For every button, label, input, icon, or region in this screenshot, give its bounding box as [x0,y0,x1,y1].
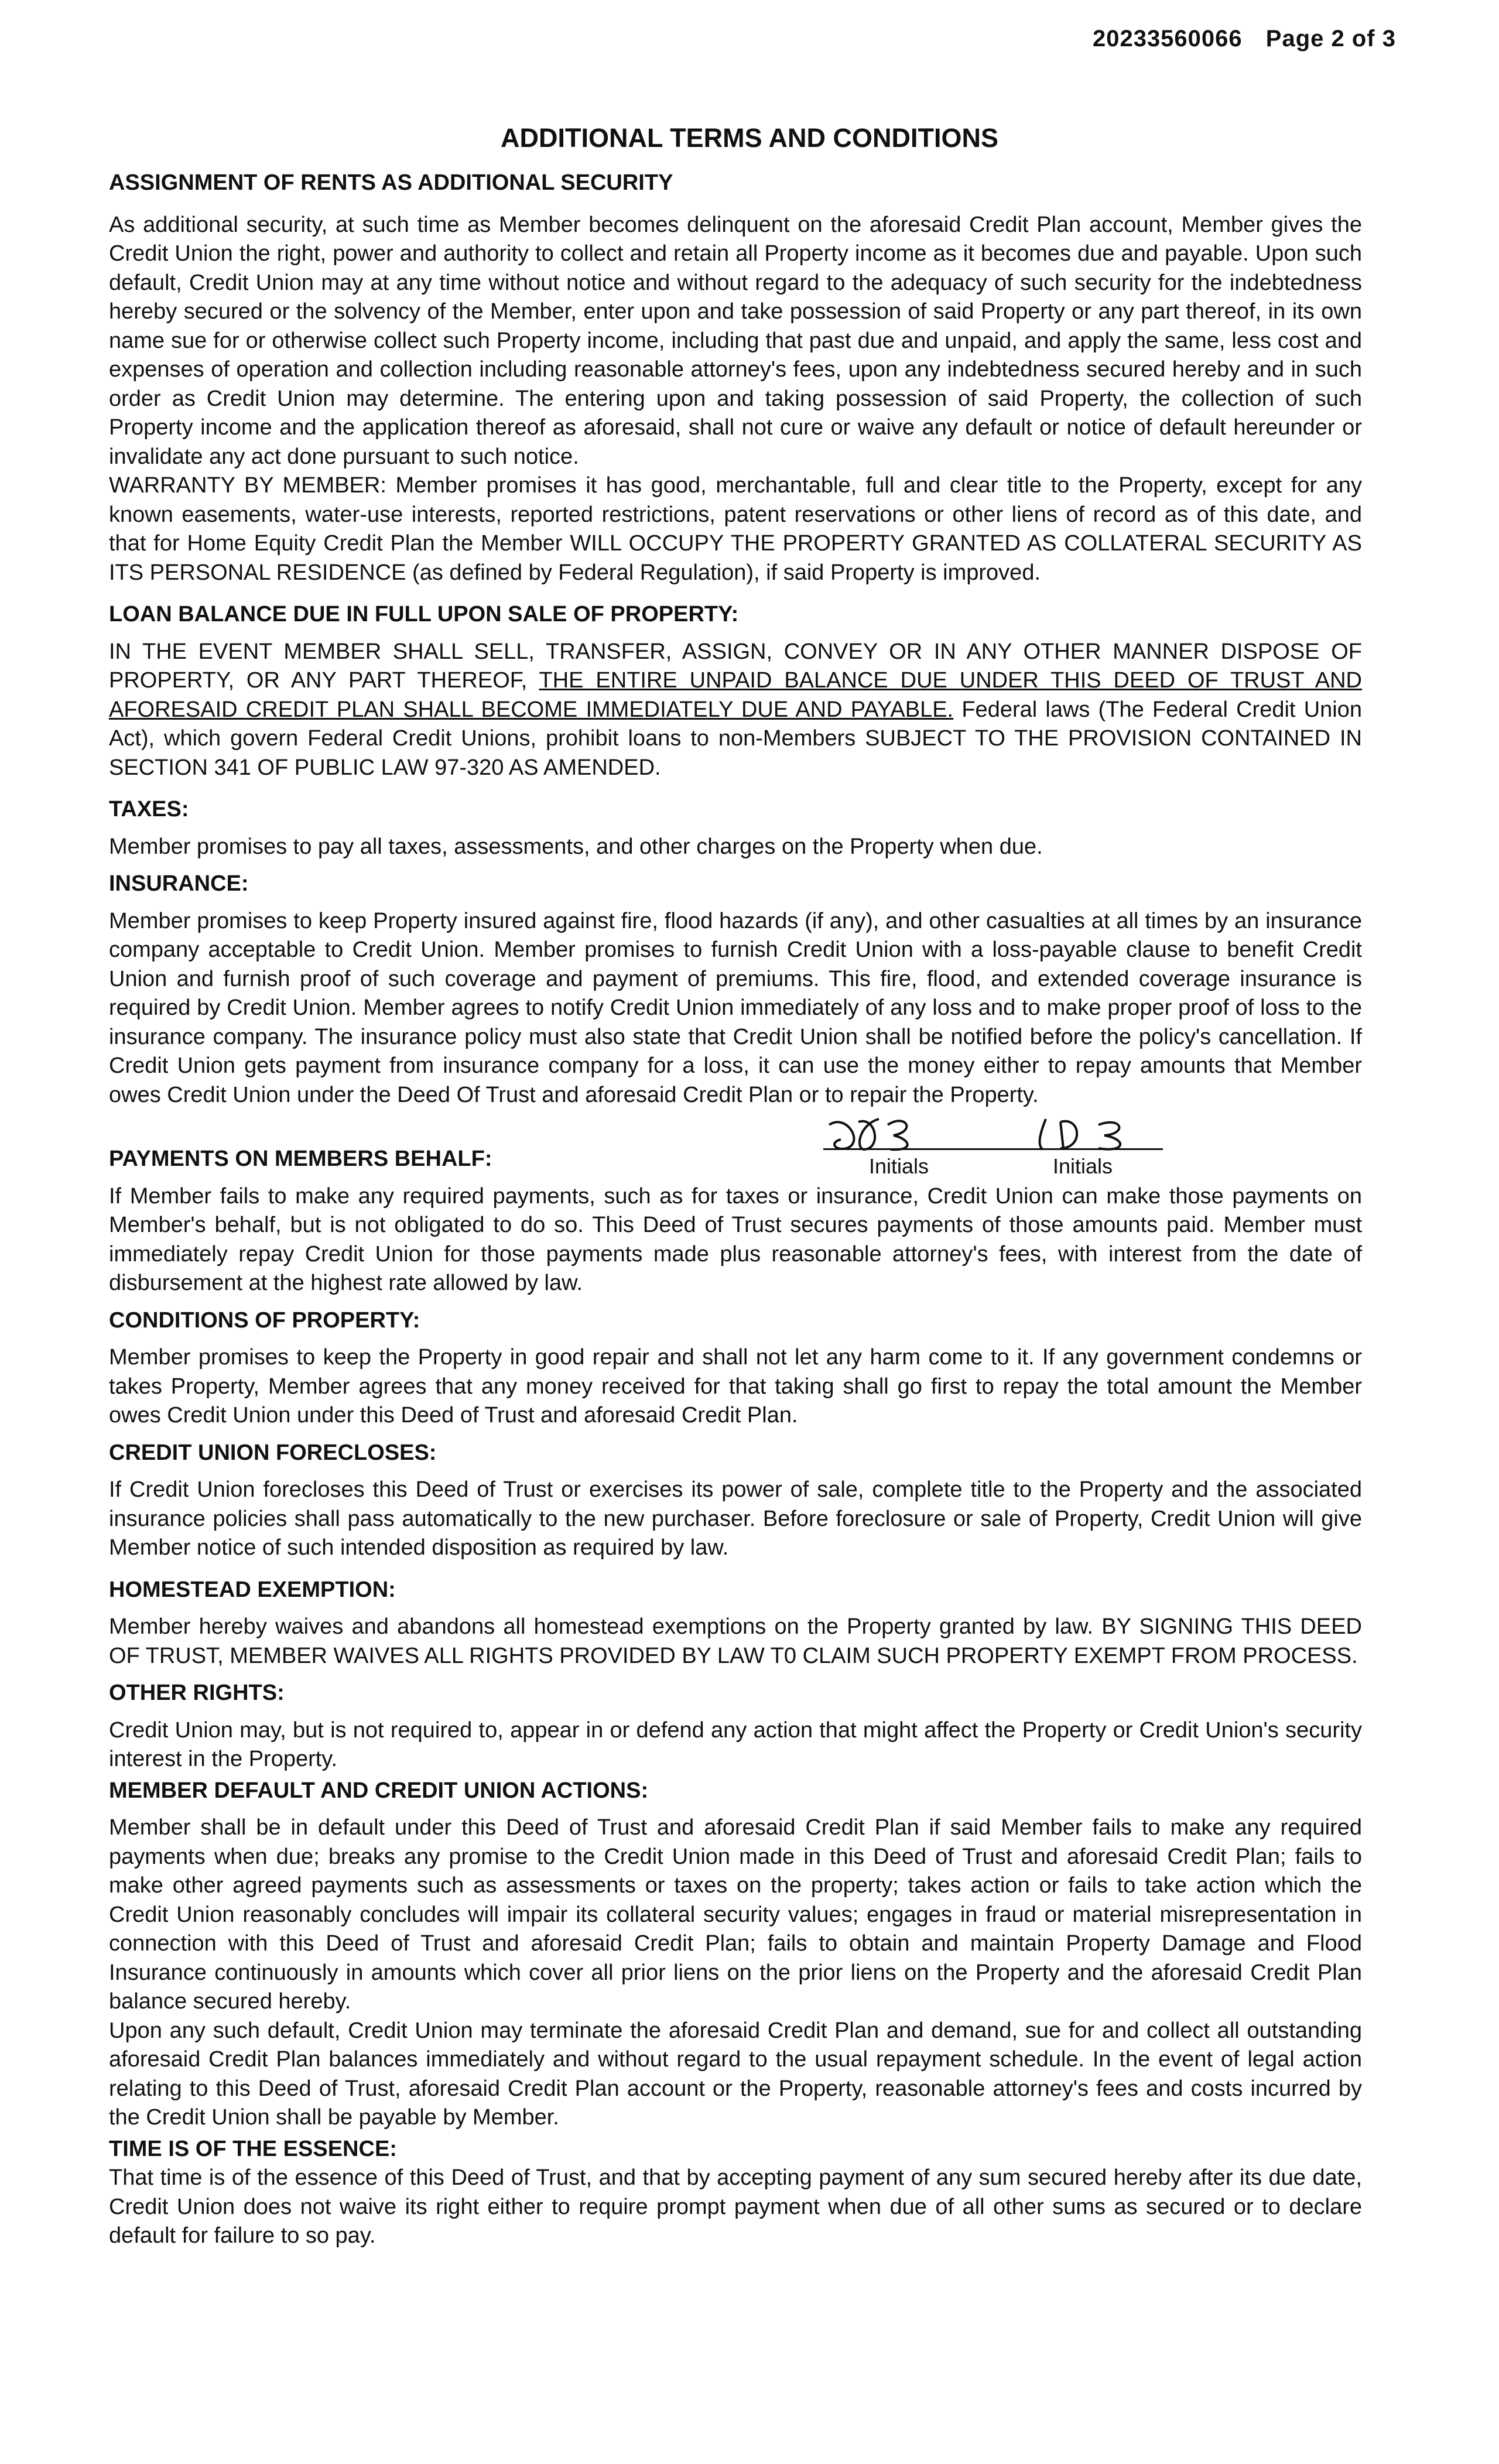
payments-heading-row [109,1145,1362,1178]
default-body-1: Member shall be in default under this Deed of Trust and aforesaid Credit Plan if said Member fails to make any required payments when due; breaks any promise to the Credit Union made in this Deed of Trust and aforesaid Credit Plan; fails to make other agreed payments such as assessments or taxes on the property; takes action or fails to take action which the Credit Union reasonably concludes will impair its collateral security values; engages in fraud or material misrepresentation in connection with this Deed of Trust and aforesaid Credit Plan; fails to obtain and maintain Property Damage and Flood Insurance continuously in amounts which cover all prior liens on the prior liens on the Property and the aforesaid Credit Plan balance secured hereby. [109,1815,1362,2014]
document-number: 20233560066 [1092,26,1243,52]
initials-line [823,1148,1163,1150]
loan-balance-heading: LOAN BALANCE DUE IN FULL UPON SALE OF PROPERTY: [109,602,739,627]
time-heading: TIME IS OF THE ESSENCE: [109,2136,397,2161]
homestead-heading: HOMESTEAD EXEMPTION: [109,1577,396,1602]
initials-signature-left [823,1107,964,1154]
taxes-body: Member promises to pay all taxes, assessments, and other charges on the Property when due. [109,834,1043,859]
initials-block [817,1107,1169,1178]
conditions-heading: CONDITIONS OF PROPERTY: [109,1308,420,1333]
assignment-body: As additional security, at such time as Member becomes delinquent on the aforesaid Credit Plan account, Member gives the Credit Union the right, power and authority to collect and retain all Property income as it becomes due and payable. Upon such default, Credit Union may at any time without notice and without regard to the adequacy of such security for the indebtedness hereby secured or the solvency of the Member, enter upon and take possession of said Property or any part thereof, in its own name sue for or otherwise collect such Property income, including that past due and unpaid, and apply the same, less cost and expenses of operation and collection including reasonable attorney's fees, upon any indebtedness secured hereby and in such order as Credit Union may determine. The entering upon and taking possession of said Property, the collection of such Property income and the application thereof as aforesaid, shall not cure or waive any default or notice of default hereunder or invalidate any act done pursuant to such notice. [109,212,1362,469]
assignment-heading: ASSIGNMENT OF RENTS AS ADDITIONAL SECURITY [109,170,673,195]
loan-balance-body-end: Federal laws (The Federal Credit Union Act), which govern Federal Credit Unions, prohibit loans to non-Members SUBJECT TO THE PROVISION CONTAINED IN SECTION 341 OF PUBLIC LAW 97-320 AS AMENDED. [109,697,1362,780]
forecloses-body: If Credit Union forecloses this Deed of Trust or exercises its power of sale, complete title to the Property and the associated insurance policies shall pass automatically to the new purchaser. Before foreclosure or sale of Property, Credit Union will give Member notice of such intended disposition as required by law. [109,1477,1362,1560]
time-body: That time is of the essence of this Deed of Trust, and that by accepting payment of any sum secured hereby after its due date, Credit Union does not waive its right either to require prompt payment when due of all other sums as secured or to declare default for failure to so pay. [109,2165,1362,2248]
page-header [1093,26,1396,52]
other-rights-heading: OTHER RIGHTS: [109,1681,285,1705]
default-heading: MEMBER DEFAULT AND CREDIT UNION ACTIONS: [109,1778,649,1803]
conditions-body: Member promises to keep the Property in good repair and shall not let any harm come to it. If any government condemns or takes Property, Member agrees that any money received for that taking shall go first to repay the total amount the Member owes Credit Union under this Deed of Trust and aforesaid Credit Plan. [109,1345,1362,1428]
payments-body: If Member fails to make any required payments, such as for taxes or insurance, Credit Union can make those payments on Member's behalf, but is not obligated to do so. This Deed of Trust secures payments of those amounts paid. Member must immediately repay Credit Union for those payments made plus reasonable attorney's fees, with interest from the date of disbursement at the highest rate allowed by law. [109,1183,1362,1295]
initials-label-left: Initials [869,1154,929,1178]
loan-balance-body-start: IN THE EVENT MEMBER SHALL SELL, TRANSFER, ASSIGN, CONVEY OR IN ANY OTHER MANNER DISPOSE OF PROPERTY, OR ANY PART THEREOF, [109,639,1362,693]
insurance-heading: INSURANCE: [109,871,249,896]
terms-content [109,169,1362,2251]
initials-label-right: Initials [1053,1154,1113,1178]
page-indicator: Page 2 of 3 [1265,26,1396,52]
homestead-body: Member hereby waives and abandons all homestead exemptions on the Property granted by law. BY SIGNING THIS DEED OF TRUST, MEMBER WAIVES ALL RIGHTS PROVIDED BY LAW T0 CLAIM SUCH PROPERTY EXEMPT FROM PROCESS. [109,1614,1362,1668]
other-rights-body: Credit Union may, but is not required to, appear in or defend any action that might affect the Property or Credit Union's security interest in the Property. [109,1717,1362,1771]
document-title: ADDITIONAL TERMS AND CONDITIONS [501,123,998,153]
forecloses-heading: CREDIT UNION FORECLOSES: [109,1440,437,1465]
initials-signature-right [1028,1107,1157,1154]
insurance-body: Member promises to keep Property insured against fire, flood hazards (if any), and other casualties at all times by an insurance company acceptable to Credit Union. Member promises to furnish Credit Union with a loss-payable clause to benefit Credit Union and furnish proof of such coverage and payment of premiums. This fire, flood, and extended coverage insurance is required by Credit Union. Member agrees to notify Credit Union immediately of any loss and to make proper proof of loss to the insurance company. The insurance policy must also state that Credit Union shall be notified before the policy's cancellation. If Credit Union gets payment from insurance company for a loss, it can use the money either to repay amounts that Member owes Credit Union under the Deed Of Trust and aforesaid Credit Plan or to repair the Property. [109,908,1362,1107]
loan-balance-body [109,638,1362,783]
warranty-body: WARRANTY BY MEMBER: Member promises it has good, merchantable, full and clear title to the Property, except for any known easements, water-use interests, reported restrictions, patent reservations or other liens of record as of this date, and that for Home Equity Credit Plan the Member WILL OCCUPY THE PROPERTY GRANTED AS COLLATERAL SECURITY AS ITS PERSONAL RESIDENCE (as defined by Federal Regulation), if said Property is improved. [109,473,1362,585]
loan-balance-body-underlined: THE ENTIRE UNPAID BALANCE DUE UNDER THIS DEED OF TRUST AND AFORESAID CREDIT PLAN SHALL BECOME IMMEDIATELY DUE AND PAYABLE. [109,668,1362,722]
taxes-heading: TAXES: [109,797,189,822]
default-body-2: Upon any such default, Credit Union may terminate the aforesaid Credit Plan and demand, sue for and collect all outstanding aforesaid Credit Plan balances immediately and without regard to the usual repayment schedule. In the event of legal action relating to this Deed of Trust, aforesaid Credit Plan account or the Property, reasonable attorney's fees and costs incurred by the Credit Union shall be payable by Member. [109,2018,1362,2130]
payments-heading: PAYMENTS ON MEMBERS BEHALF: [109,1147,492,1171]
